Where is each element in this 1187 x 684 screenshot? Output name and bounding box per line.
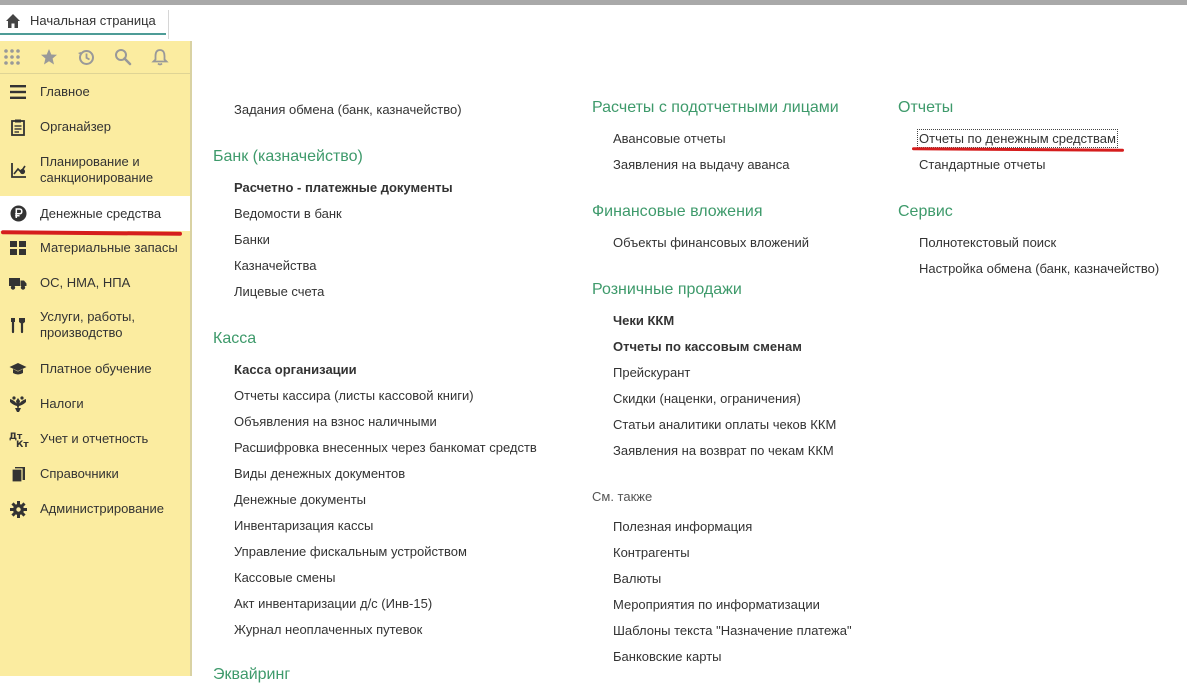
link-standard-reports[interactable]: Стандартные отчеты [919,157,1046,172]
clipboard-icon [9,118,27,136]
books-icon [9,465,27,483]
history-icon[interactable] [75,46,97,68]
link-cash-shifts[interactable]: Кассовые смены [234,570,336,585]
sidebar-item-label: Услуги, работы, производство [40,309,135,340]
link-fulltext-search[interactable]: Полнотекстовый поиск [919,235,1057,250]
link-cash-reports[interactable]: Отчеты по денежным средствам [919,131,1116,146]
favorites-star-icon[interactable] [38,46,60,68]
sidebar-item-label: Налоги [40,396,84,411]
link-treasuries[interactable]: Казначейства [234,258,317,273]
graduation-cap-icon [9,360,27,378]
link-shift-reports[interactable]: Отчеты по кассовым сменам [613,339,802,354]
sidebar-item-organizer[interactable] [0,115,190,139]
link-cashier-reports[interactable]: Отчеты кассира (листы кассовой книги) [234,388,474,403]
sidebar-item-materials[interactable] [0,236,190,260]
ruble-coin-icon [9,205,27,223]
sidebar-item-cash[interactable] [0,196,190,231]
home-icon [5,13,21,29]
link-discounts[interactable]: Скидки (наценки, ограничения) [613,391,801,406]
menu-lines-icon [9,83,27,101]
link-kkm-receipts[interactable]: Чеки ККМ [613,313,675,328]
link-exchange-settings[interactable]: Настройка обмена (банк, казначейство) [919,261,1160,276]
sidebar-item-label: Администрирование [40,501,164,516]
tab-bar [0,5,192,41]
link-return-applications[interactable]: Заявления на возврат по чекам ККМ [613,443,834,458]
link-price-list[interactable]: Прейскурант [613,365,691,380]
highlight-underline-sidebar [1,230,182,236]
link-cash-deposit-notices[interactable]: Объявления на взнос наличными [234,414,437,429]
sidebar-item-directories[interactable] [0,462,190,486]
link-counterparties[interactable]: Контрагенты [613,545,690,560]
sidebar-toolbar [0,41,190,74]
tab-home[interactable] [0,8,166,35]
section-service-title: Сервис [898,203,953,220]
link-bank-statements[interactable]: Ведомости в банк [234,206,342,221]
link-payment-documents[interactable]: Расчетно - платежные документы [234,180,453,195]
tab-separator [168,10,169,39]
link-investment-objects[interactable]: Объекты финансовых вложений [613,235,810,250]
sidebar-item-label: Материальные запасы [40,240,178,255]
section-bank-title: Банк (казначейство) [213,148,363,165]
link-money-documents[interactable]: Денежные документы [234,492,367,507]
section-reports-title: Отчеты [898,99,954,116]
sidebar-item-main[interactable] [0,80,190,104]
link-unpaid-vouchers[interactable]: Журнал неоплаченных путевок [234,622,423,637]
link-money-document-types[interactable]: Виды денежных документов [234,466,406,481]
planning-icon [9,161,27,179]
link-advance-applications[interactable]: Заявления на выдачу аванса [613,157,790,172]
link-it-measures[interactable]: Мероприятия по информатизации [613,597,820,612]
gear-icon [9,500,27,518]
sidebar-item-label: Главное [40,84,90,99]
sidebar-item-services[interactable] [0,307,190,343]
section-acquiring-title: Эквайринг [213,666,291,683]
link-personal-accounts[interactable]: Лицевые счета [234,284,325,299]
sidebar-item-label: Планирование и санкционирование [40,154,154,185]
tab-home-label: Начальная страница [30,13,156,28]
svg-text:Кт: Кт [16,440,29,450]
tools-icon [9,316,27,334]
link-cash-inventory[interactable]: Инвентаризация кассы [234,518,374,533]
link-inventory-act[interactable]: Акт инвентаризации д/с (Инв-15) [234,596,433,611]
link-bank-cards[interactable]: Банковские карты [613,649,722,664]
sidebar-item-paid-education[interactable] [0,357,190,381]
section-retail-title: Розничные продажи [592,281,742,298]
sidebar-item-label: Органайзер [40,119,111,134]
sidebar-item-planning[interactable] [0,152,190,188]
link-exchange-tasks[interactable]: Задания обмена (банк, казначейство) [234,102,462,117]
section-cash-title: Касса [213,330,257,347]
svg-text:Дт: Дт [9,432,23,442]
sidebar-item-label: Денежные средства [40,205,162,221]
apps-grid-icon[interactable] [1,46,23,68]
search-icon[interactable] [112,46,134,68]
sidebar-item-label: ОС, НМА, НПА [40,275,131,290]
section-investments-title: Финансовые вложения [592,203,763,220]
sidebar-item-label: Платное обучение [40,361,152,376]
link-useful-info[interactable]: Полезная информация [613,519,753,534]
link-payment-analytics[interactable]: Статьи аналитики оплаты чеков ККМ [613,417,837,432]
notifications-bell-icon[interactable] [149,46,171,68]
sidebar-item-label: Справочники [40,466,119,481]
link-cash-org[interactable]: Касса организации [234,362,357,377]
sidebar-item-administration[interactable] [0,497,190,521]
highlight-underline-reports [912,147,1124,151]
sidebar [0,41,192,676]
truck-icon [9,274,27,292]
emblem-eagle-icon [9,395,27,413]
link-banks[interactable]: Банки [234,232,270,247]
sidebar-item-label: Учет и отчетность [40,431,149,446]
sidebar-item-accounting[interactable] [0,427,190,451]
grid-blocks-icon [9,239,27,257]
section-see-also-title: См. также [592,489,653,504]
link-advance-reports[interactable]: Авансовые отчеты [613,131,726,146]
link-currencies[interactable]: Валюты [613,571,662,586]
link-atm-deposits[interactable]: Расшифровка внесенных через банкомат средств [234,440,537,455]
section-accountable-title: Расчеты с подотчетными лицами [592,99,839,116]
link-payment-purpose-templates[interactable]: Шаблоны текста "Назначение платежа" [613,623,852,638]
link-fiscal-device[interactable]: Управление фискальным устройством [234,544,467,559]
sidebar-item-fixed-assets[interactable] [0,271,190,295]
accounting-dt-kt-icon [9,430,27,448]
sidebar-item-taxes[interactable] [0,392,190,416]
